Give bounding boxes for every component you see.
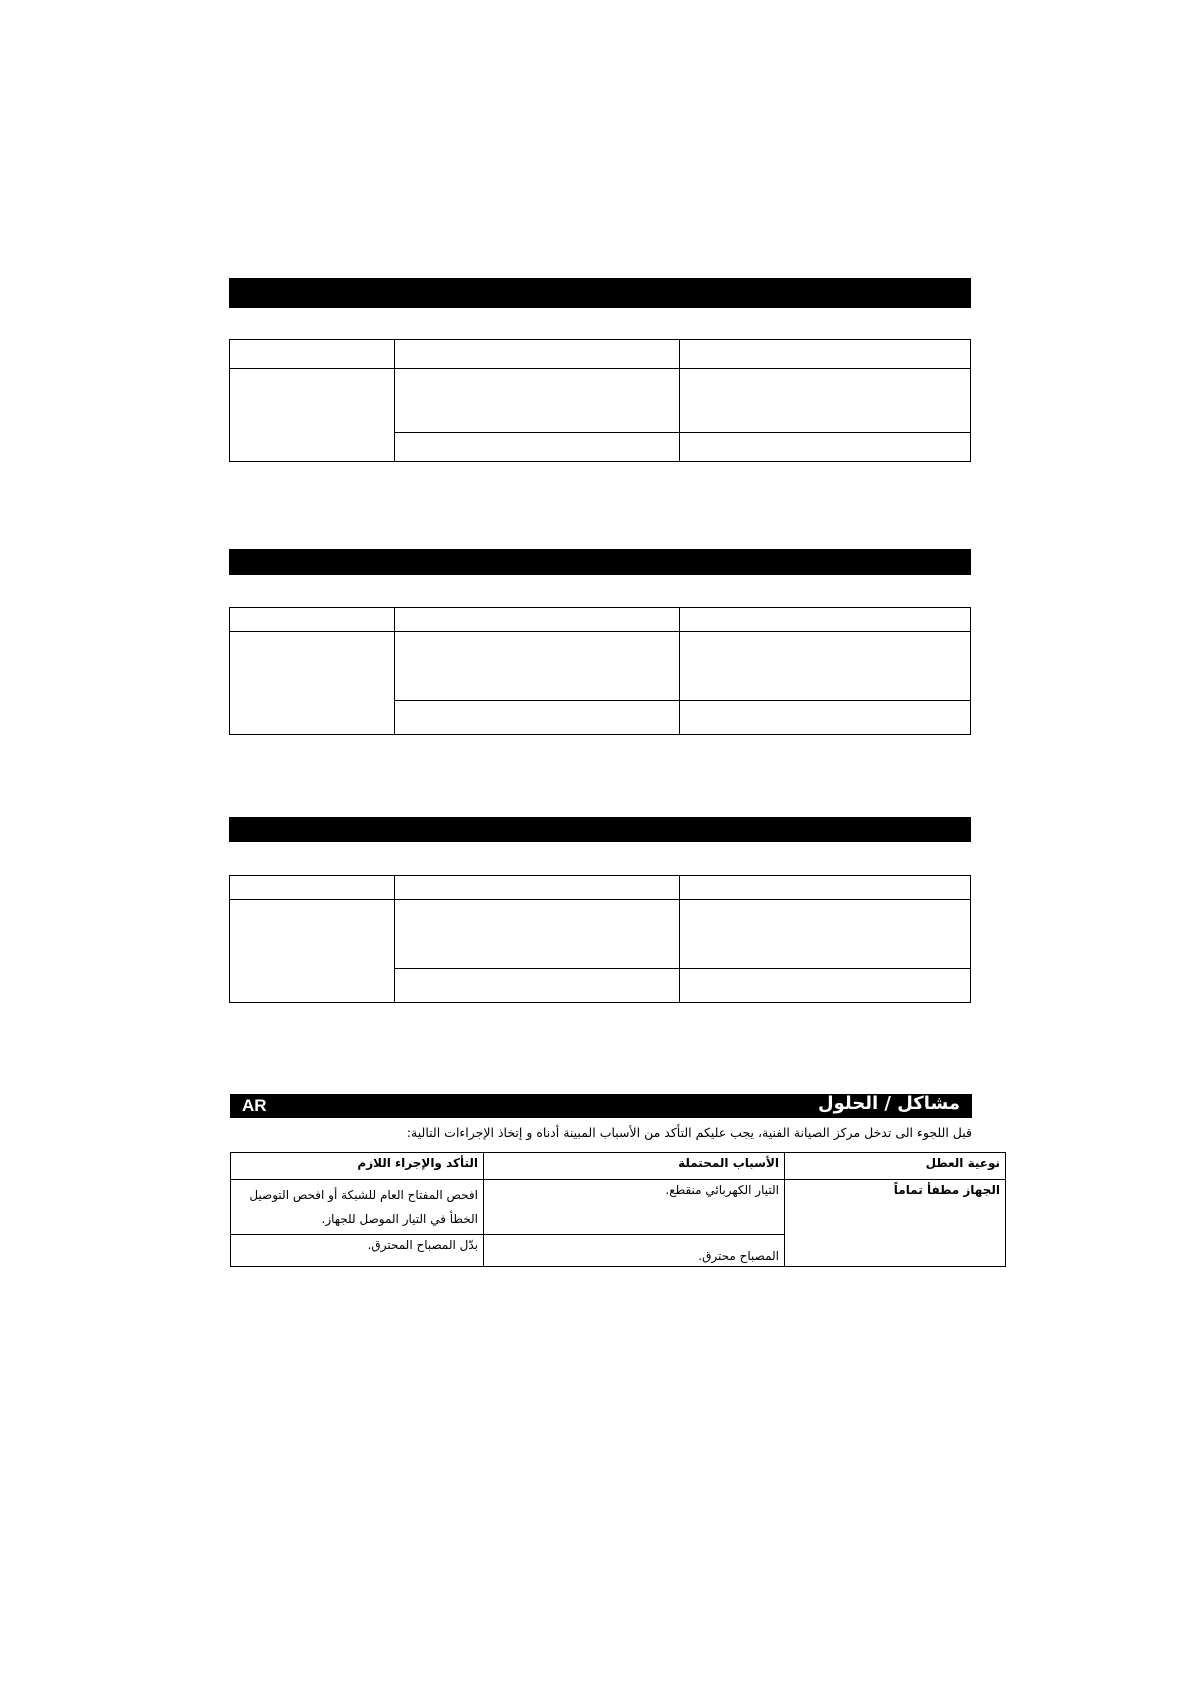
table-cell xyxy=(395,608,680,632)
table-cell xyxy=(680,369,971,433)
table-cell xyxy=(395,433,680,462)
section-1-table xyxy=(229,339,971,462)
header-fault: نوعية العطل xyxy=(785,1153,1006,1180)
table-cell xyxy=(680,701,971,735)
table-cell xyxy=(230,340,395,369)
table-cell xyxy=(680,433,971,462)
table-cell xyxy=(395,632,680,701)
table-cell xyxy=(230,608,395,632)
table-cell xyxy=(230,632,395,735)
action-cell: بدّل المصباح المحترق. xyxy=(231,1235,484,1267)
table-cell xyxy=(680,969,971,1003)
cause-cell xyxy=(484,1235,785,1267)
table-cell xyxy=(680,632,971,701)
troubleshooting-table xyxy=(230,1152,1006,1267)
section-3-table xyxy=(229,875,971,1003)
arabic-section-header xyxy=(230,1094,972,1118)
action-line: افحص المفتاح العام للشبكة أو افحص التوصيل xyxy=(249,1188,478,1202)
table-row xyxy=(231,1180,1006,1235)
table-cell xyxy=(230,876,395,900)
header-actions: التأكد والإجراء اللازم xyxy=(231,1153,484,1180)
table-header-row xyxy=(231,1153,1006,1180)
fault-cell: الجهاز مطفأ تماماً xyxy=(785,1180,1006,1267)
table-cell xyxy=(230,900,395,1003)
header-causes: الأسباب المحتملة xyxy=(484,1153,785,1180)
table-cell xyxy=(680,900,971,969)
section-title: مشاكل / الحلول xyxy=(817,1093,960,1114)
section-2-table xyxy=(229,607,971,735)
action-line: الخطأ في التيار الموصل للجهاز. xyxy=(321,1212,478,1226)
table-cell xyxy=(680,876,971,900)
table-cell xyxy=(680,340,971,369)
table-cell xyxy=(680,608,971,632)
language-code: AR xyxy=(242,1096,267,1115)
table-cell xyxy=(395,900,680,969)
intro-text: قبل اللجوء الى تدخل مركز الصيانة الفنية، يجب عليكم التأكد من الأسباب المبينة أدناه و إتخاذ الإجراءات التالية: xyxy=(406,1125,972,1140)
table-cell xyxy=(395,369,680,433)
cause-cell: التيار الكهربائي منقطع. xyxy=(484,1180,785,1235)
section-1-header-bar xyxy=(229,278,971,308)
table-cell xyxy=(230,369,395,462)
cause-text: المصباح محترق. xyxy=(698,1249,779,1263)
section-3-header-bar xyxy=(229,817,971,842)
table-cell xyxy=(395,701,680,735)
table-cell xyxy=(395,340,680,369)
action-cell xyxy=(231,1180,484,1235)
section-2-header-bar xyxy=(229,549,971,575)
table-cell xyxy=(395,969,680,1003)
table-cell xyxy=(395,876,680,900)
